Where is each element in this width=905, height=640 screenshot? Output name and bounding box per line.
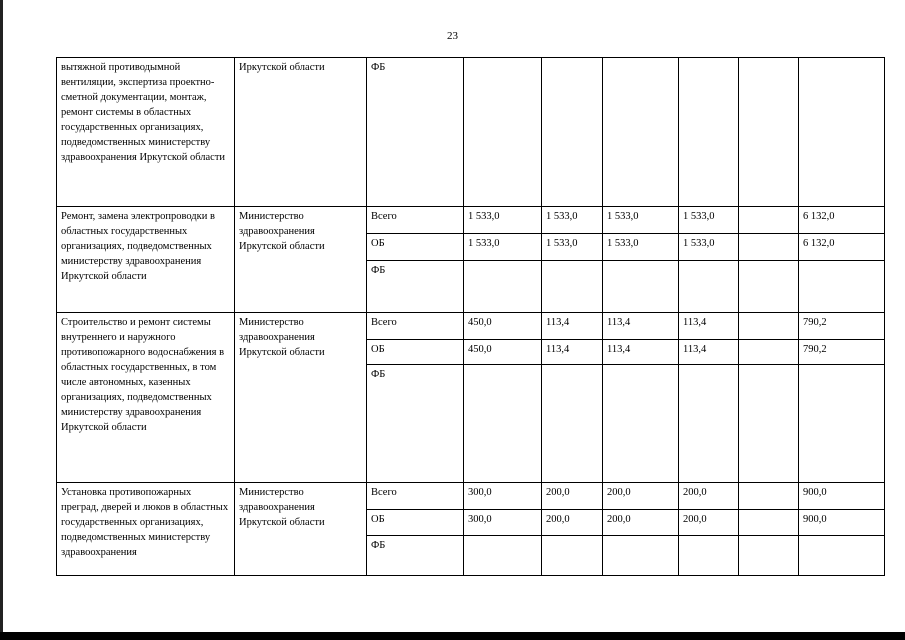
value-cell: 200,0: [542, 483, 603, 510]
table-row: [57, 313, 885, 340]
total-cell: [799, 261, 885, 313]
value-cell: 200,0: [603, 510, 679, 536]
value-cell: [464, 261, 542, 313]
value-cell: 300,0: [464, 510, 542, 536]
measure-name-cell: Строительство и ремонт системы внутреннего и наружного противопожарного водоснабжения в областных государственных, в том числе автономных, казенных организациях, подведомственных министерству здравоохранения Иркутской области: [57, 313, 235, 483]
value-cell: [603, 365, 679, 483]
measure-name-cell: вытяжной противодымной вентиляции, экспертиза проектно-сметной документации, монтаж, ремонт системы в областных государственных организациях, подведомственных министерству здравоохранения Иркутской области: [57, 58, 235, 207]
total-cell: 790,2: [799, 313, 885, 340]
total-cell: 6 132,0: [799, 234, 885, 261]
page-number: 23: [447, 30, 458, 42]
value-cell: 113,4: [542, 313, 603, 340]
measure-name-cell: Ремонт, замена электропроводки в областных государственных организациях, подведомственных министерству здравоохранения Иркутской области: [57, 207, 235, 313]
value-cell: 450,0: [464, 340, 542, 365]
value-cell: 1 533,0: [679, 234, 739, 261]
value-cell: [739, 58, 799, 207]
executor-cell: Министерство здравоохранения Иркутской области: [235, 313, 367, 483]
value-cell: [679, 536, 739, 576]
value-cell: [679, 261, 739, 313]
funding-source-cell: ОБ: [367, 510, 464, 536]
funding-source-cell: Всего: [367, 313, 464, 340]
funding-source-cell: Всего: [367, 483, 464, 510]
value-cell: 1 533,0: [464, 207, 542, 234]
funding-source-cell: ФБ: [367, 365, 464, 483]
value-cell: 113,4: [679, 313, 739, 340]
value-cell: [464, 536, 542, 576]
value-cell: [542, 536, 603, 576]
funding-source-cell: ФБ: [367, 58, 464, 207]
funding-source-cell: ФБ: [367, 261, 464, 313]
value-cell: [679, 58, 739, 207]
value-cell: [464, 365, 542, 483]
table-row: [57, 207, 885, 234]
funding-source-cell: ОБ: [367, 234, 464, 261]
value-cell: 113,4: [542, 340, 603, 365]
value-cell: [603, 536, 679, 576]
total-cell: 900,0: [799, 483, 885, 510]
value-cell: 1 533,0: [464, 234, 542, 261]
value-cell: 200,0: [679, 510, 739, 536]
budget-table: [56, 57, 885, 576]
value-cell: 1 533,0: [603, 234, 679, 261]
value-cell: [603, 58, 679, 207]
value-cell: [739, 234, 799, 261]
value-cell: [542, 365, 603, 483]
total-cell: [799, 58, 885, 207]
value-cell: [603, 261, 679, 313]
funding-source-cell: Всего: [367, 207, 464, 234]
value-cell: [464, 58, 542, 207]
value-cell: 300,0: [464, 483, 542, 510]
value-cell: [739, 207, 799, 234]
value-cell: [739, 365, 799, 483]
executor-cell: Министерство здравоохранения Иркутской области: [235, 207, 367, 313]
value-cell: 1 533,0: [542, 234, 603, 261]
value-cell: 1 533,0: [679, 207, 739, 234]
value-cell: [679, 365, 739, 483]
total-cell: [799, 536, 885, 576]
total-cell: 790,2: [799, 340, 885, 365]
value-cell: 113,4: [679, 340, 739, 365]
executor-cell: Министерство здравоохранения Иркутской области: [235, 483, 367, 576]
value-cell: 200,0: [603, 483, 679, 510]
value-cell: [739, 261, 799, 313]
value-cell: 113,4: [603, 313, 679, 340]
value-cell: 1 533,0: [542, 207, 603, 234]
value-cell: 113,4: [603, 340, 679, 365]
executor-cell: Иркутской области: [235, 58, 367, 207]
funding-source-cell: ОБ: [367, 340, 464, 365]
value-cell: [542, 58, 603, 207]
total-cell: 6 132,0: [799, 207, 885, 234]
table-row: [57, 483, 885, 510]
value-cell: [739, 483, 799, 510]
table-row: [57, 58, 885, 207]
value-cell: [739, 340, 799, 365]
value-cell: [739, 536, 799, 576]
scan-edge: [0, 0, 3, 640]
value-cell: 1 533,0: [603, 207, 679, 234]
total-cell: [799, 365, 885, 483]
measure-name-cell: Установка противопожарных преград, дверей и люков в областных государственных организациях, подведомственных министерству здравоохранения: [57, 483, 235, 576]
value-cell: 450,0: [464, 313, 542, 340]
value-cell: [739, 510, 799, 536]
total-cell: 900,0: [799, 510, 885, 536]
funding-source-cell: ФБ: [367, 536, 464, 576]
value-cell: 200,0: [679, 483, 739, 510]
value-cell: [542, 261, 603, 313]
value-cell: 200,0: [542, 510, 603, 536]
value-cell: [739, 313, 799, 340]
table-body: [57, 58, 885, 576]
scan-edge-bottom: [0, 632, 905, 640]
